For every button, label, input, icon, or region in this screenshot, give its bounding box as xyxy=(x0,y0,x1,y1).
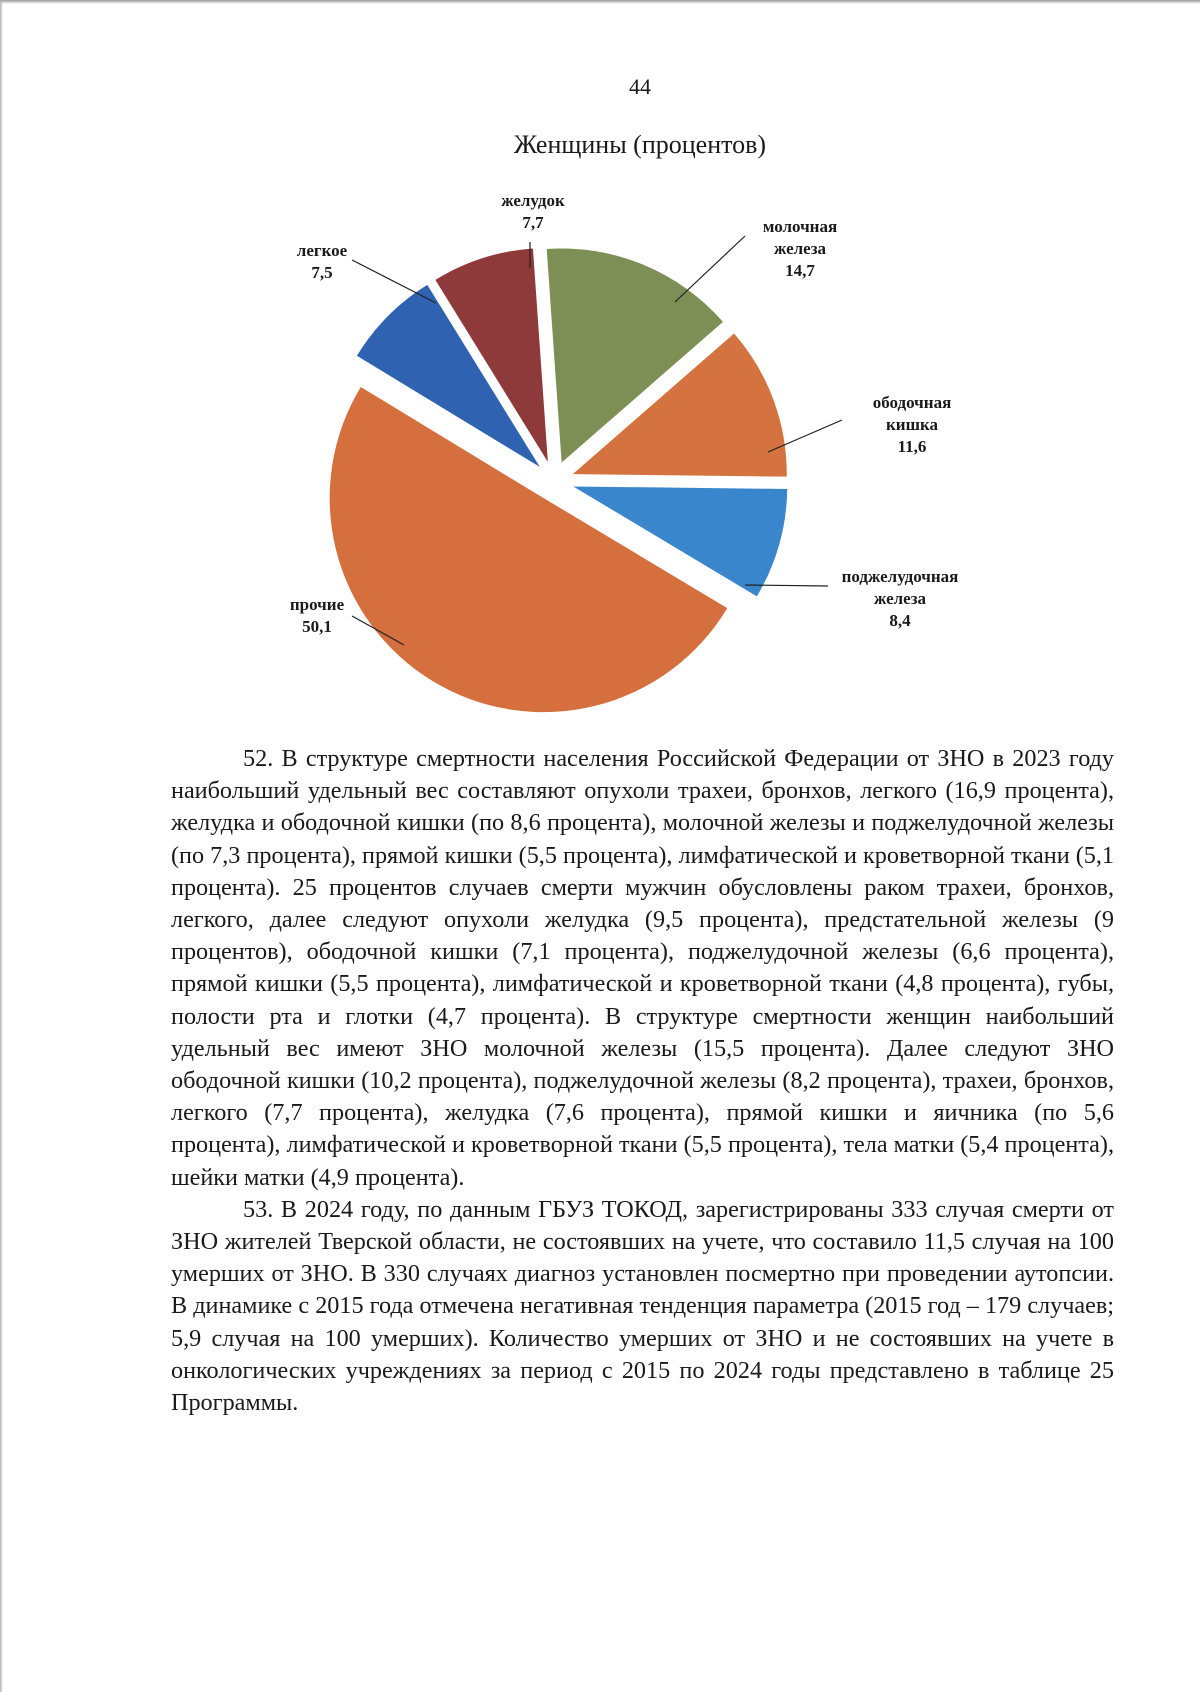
chart-title: Женщины (процентов) xyxy=(513,130,767,159)
page-number: 44 xyxy=(629,74,651,99)
pie-label-2 xyxy=(842,567,959,630)
paragraph-52: 52. В структуре смертности населения Российской Федерации от ЗНО в 2023 году наибольший удельный вес составляют опухоли трахеи, бронхов, легкого (16,9 процента), желудка и ободочной кишки (по 8,6 процента), молочной железы и поджелудочной железы (по 7,3 процента), прямой кишки (5,5 процента), лимфатической и кроветворной ткани (5,1 процента). 25 процентов случаев смерти мужчин обусловлены раком трахеи, бронхов, легкого, далее следуют опухоли желудка (9,5 процента), предстательной железы (9 процентов), ободочной кишки (7,1 процента), поджелудочной железы (6,6 процента), прямой кишки (5,5 процента), лимфатической и кроветворной ткани (4,8 процента), губы, полости рта и глотки (4,7 процента). В структуре смертности женщин наибольший удельный вес имеют ЗНО молочной железы (15,5 процента). Далее следуют ЗНО ободочной кишки (10,2 процента), поджелудочной железы (8,2 процента), трахеи, бронхов, легкого (7,7 процента), желудка (7,6 процента), прямой кишки и яичника (по 5,6 процента), лимфатической и кроветворной ткани (5,5 процента), тела матки (5,4 процента), шейки матки (4,9 процента). xyxy=(171,745,1114,1191)
body-text xyxy=(171,743,1114,1419)
pie-value-label: 50,1 xyxy=(302,617,332,636)
pie-category-label: прочие xyxy=(289,595,345,614)
pie-chart xyxy=(0,0,1200,720)
pie-leader-line-4 xyxy=(352,260,436,303)
pie-category-label: ободочная xyxy=(872,393,952,412)
pie-label-3 xyxy=(290,595,345,636)
pie-value-label: 8,4 xyxy=(889,611,911,630)
pie-value-label: 14,7 xyxy=(785,261,815,280)
pie-label-5 xyxy=(501,191,565,232)
paragraph-53: 53. В 2024 году, по данным ГБУЗ ТОКОД, зарегистрированы 333 случая смерти от ЗНО жителей Тверской области, не состоявших на учете, что составило 11,5 случая на 100 умерших от ЗНО. В 330 случаях диагноз установлен посмертно при проведении аутопсии. В динамике с 2015 года отмечена негативная тенденция параметра (2015 год – 179 случаев; 5,9 случая на 100 умерших). Количество умерших от ЗНО и не состоявших на учете в онкологических учреждениях за период с 2015 по 2024 годы представлено в таблице 25 Программы. xyxy=(171,1195,1114,1417)
pie-category-label: легкое xyxy=(296,241,348,260)
pie-value-label: 7,5 xyxy=(311,263,333,282)
pie-value-label: 11,6 xyxy=(897,437,927,456)
pie-slices xyxy=(330,248,788,712)
pie-category-label: кишка xyxy=(886,415,938,434)
pie-label-0 xyxy=(763,217,837,280)
pie-label-4 xyxy=(297,241,348,282)
pie-category-label: железа xyxy=(873,589,927,608)
pie-value-label: 7,7 xyxy=(522,213,544,232)
pie-label-1 xyxy=(873,393,952,456)
pie-category-label: желудок xyxy=(501,191,565,210)
pie-leader-line-0 xyxy=(675,236,745,302)
pie-category-label: железа xyxy=(773,239,827,258)
pie-category-label: молочная xyxy=(762,217,838,236)
pie-category-label: поджелудочная xyxy=(841,567,959,586)
